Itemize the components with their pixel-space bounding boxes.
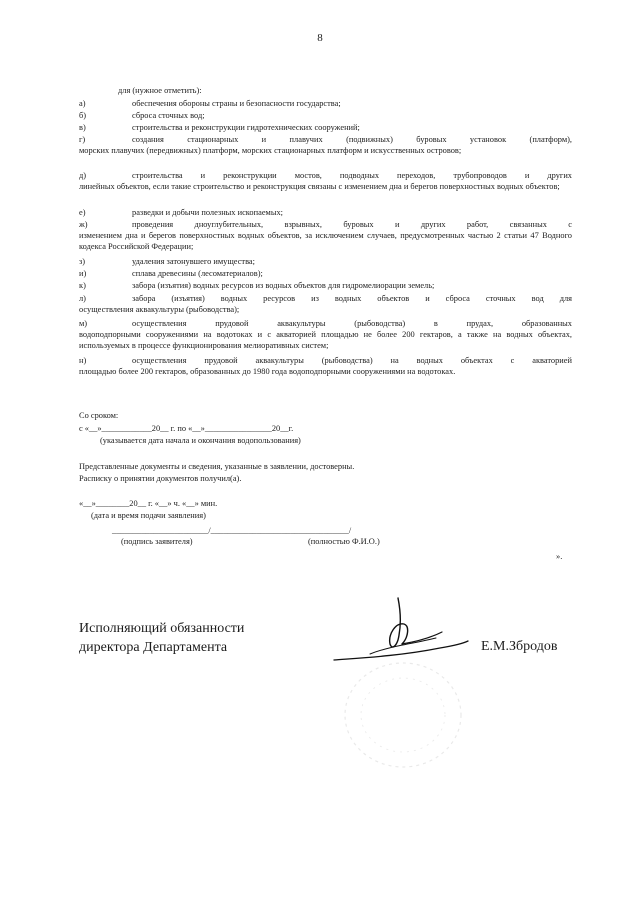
signatory-title-line2: директора Департамента: [79, 640, 228, 655]
statement-line: Представленные документы и сведения, указанные в заявлении, достоверны.: [79, 462, 355, 471]
item-letter: н): [79, 356, 87, 365]
list-item: [79, 170, 572, 192]
signatory-title-line1: Исполняющий обязанности: [79, 621, 245, 636]
item-letter: е): [79, 208, 86, 217]
term-hint: (указывается дата начала и окончания водопользования): [100, 436, 301, 445]
intro-line: для (нужное отметить):: [118, 86, 202, 95]
item-letter: г): [79, 135, 86, 144]
item-text: забора (изъятия) водных ресурсов из водных объектов и сброса сточных вод для: [132, 294, 572, 303]
item-text: строительства и реконструкции гидротехнических сооружений;: [132, 123, 360, 132]
item-continuation: водоподпорными сооружениями на водотоках и с акваторией площадью не более 200 гектаров, а также на водных объектах, используемых в процессе функционирования мелиоративных систем;: [79, 330, 572, 350]
item-text: проведения дноуглубительных, взрывных, буровых и других работ, связанных с: [132, 220, 572, 229]
signature-hint-right: (полностью Ф.И.О.): [308, 537, 380, 546]
item-continuation: осуществления аквакультуры (рыбоводства);: [79, 305, 240, 314]
item-letter: а): [79, 99, 86, 108]
signature-hint-left: (подпись заявителя): [121, 537, 193, 546]
item-text: создания стационарных и плавучих (подвижных) буровых установок (платформ),: [132, 135, 572, 144]
item-continuation: площадью более 200 гектаров, образованных до 1980 года водоподпорными сооружениями на водотоках.: [79, 367, 456, 376]
item-text: сплава древесины (лесоматериалов);: [132, 269, 263, 278]
item-letter: л): [79, 294, 86, 303]
item-letter: ж): [79, 220, 88, 229]
item-letter: з): [79, 257, 86, 266]
submission-datetime-line: «__»________20__ г. «__» ч. «__» мин.: [79, 499, 218, 508]
list-item: [79, 318, 572, 351]
item-continuation: изменением дна и берегов поверхностных водных объектов, за исключением случаев, предусмотренных частью 2 статьи 47 Водного кодекса Российской Федерации;: [79, 231, 572, 251]
item-letter: б): [79, 111, 87, 120]
item-text: осуществления прудовой аквакультуры (рыбоводства) на водных объектах с акваторией: [132, 356, 572, 365]
page-number: 8: [317, 32, 323, 44]
item-continuation: линейных объектов, если такие строительство и реконструкция связаны с изменением дна и берегов поверхностных водных объектов;: [79, 182, 560, 191]
term-label: Со сроком:: [79, 411, 119, 420]
closing-quote: ».: [556, 552, 563, 561]
item-continuation: морских плавучих (передвижных) платформ, морских стационарных платформ и искусственных островов;: [79, 146, 462, 155]
item-letter: д): [79, 171, 87, 180]
item-text: строительства и реконструкции мостов, подводных переходов, трубопроводов и других: [132, 171, 572, 180]
item-text: разведки и добычи полезных ископаемых;: [132, 208, 283, 217]
list-item: [79, 293, 572, 315]
item-text: обеспечения обороны страны и безопасности государства;: [132, 99, 341, 108]
item-text: осуществления прудовой аквакультуры (рыбоводства) в прудах, образованных: [132, 319, 572, 328]
item-letter: м): [79, 319, 88, 328]
submission-hint: (дата и время подачи заявления): [91, 511, 206, 520]
term-line: с «__»____________20__ г. по «__»________________20__г.: [79, 424, 294, 433]
item-letter: к): [79, 281, 86, 290]
list-item: [79, 355, 572, 377]
signature-line: _______________________/_________________________________/: [112, 526, 352, 535]
item-text: сброса сточных вод;: [132, 111, 205, 120]
item-letter: в): [79, 123, 86, 132]
item-text: удаления затонувшего имущества;: [132, 257, 255, 266]
receipt-line: Расписку о принятии документов получил(а).: [79, 474, 242, 483]
signatory-name: Е.М.Збродов: [481, 639, 558, 654]
signatory-title: [79, 619, 244, 657]
list-item: [79, 219, 572, 252]
item-text: забора (изъятия) водных ресурсов из водных объектов для гидромелиорации земель;: [132, 281, 435, 290]
list-item: [79, 134, 572, 156]
item-letter: и): [79, 269, 87, 278]
handwritten-signature: [330, 594, 470, 674]
